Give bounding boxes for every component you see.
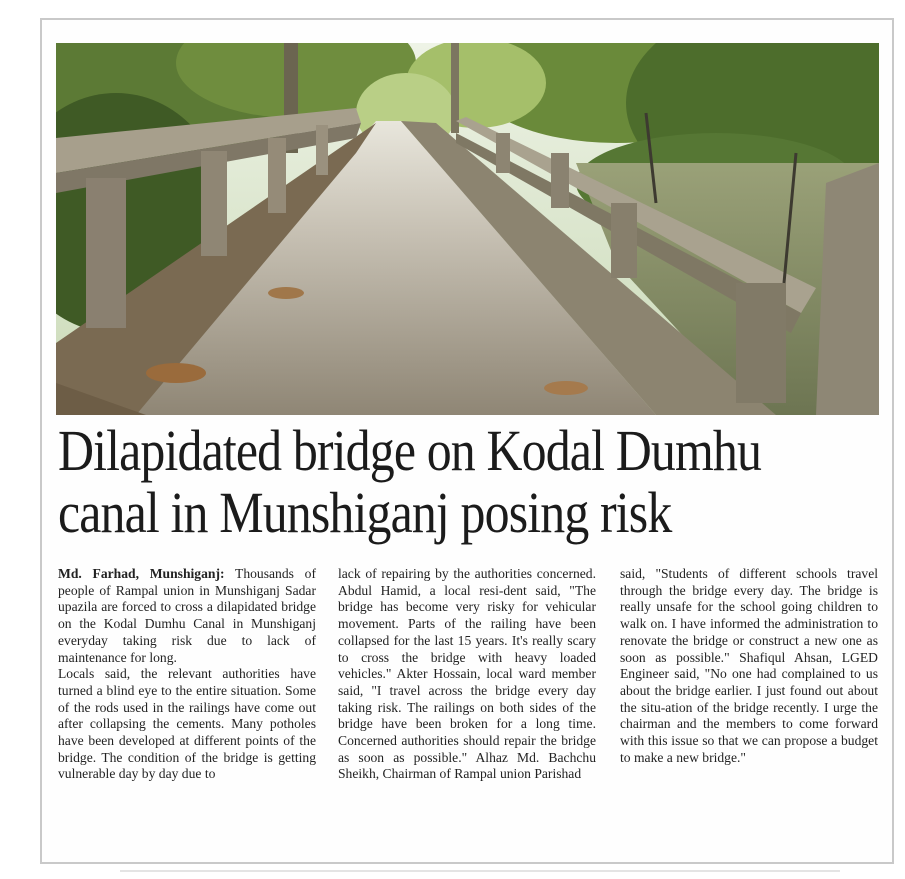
body-paragraph: Locals said, the relevant authorities have turned a blind eye to the entire situation. Some of the rods used in the railings have come out after collapsing the cements. Many potholes have been developed at different points of the bridge. The condition of the bridge is getting vulnerable day by day due to — [58, 666, 316, 782]
headline — [58, 420, 763, 544]
article-column-2 — [338, 566, 596, 783]
bottom-divider — [120, 870, 840, 872]
body-paragraph: said, "Students of different schools travel through the bridge every day. The bridge is really unsafe for the school going children to walk on. I have informed the administration to renovate the bridge or construct a new one as soon as possible." Shafiqul Ahsan, LGED Engineer said, "No one had complained to us about the bridge earlier. I just found out about the situ-ation of the bridge recently. I urge the chairman and the members to come forward with this issue so that we can propose a budget to make a new bridge." — [620, 566, 878, 765]
intro-text: Thousands of people of Rampal union in Munshiganj Sadar upazila are forced to cross a dilapidated bridge on the Kodal Dumhu Canal in Munshiganj everyday taking risk due to lack of maintenance for long. — [58, 566, 317, 665]
body-paragraph: lack of repairing by the authorities concerned. Abdul Hamid, a local resi-dent said, "The bridge has become very risky for vehicular movement. Parts of the railing have been collapsed for the last 15 years. It's really scary to cross the bridge with heavy loaded vehicles." Akter Hossain, local ward member said, "I travel across the bridge every day taking risk. The railings on both sides of the bridge have been broken for a long time. Concerned authorities should repair the bridge as soon as possible." Alhaz Md. Bachchu Sheikh, Chairman of Rampal union Parishad — [338, 566, 596, 782]
bridge-photo — [56, 43, 879, 415]
headline-line-1: Dilapidated bridge on Kodal Dumhu — [58, 418, 762, 483]
headline-line-2: canal in Munshiganj posing risk — [58, 480, 672, 545]
byline: Md. Farhad, Munshiganj: — [58, 566, 225, 581]
article-column-1 — [58, 566, 316, 783]
article-column-3 — [620, 566, 878, 766]
intro-paragraph — [58, 566, 316, 666]
